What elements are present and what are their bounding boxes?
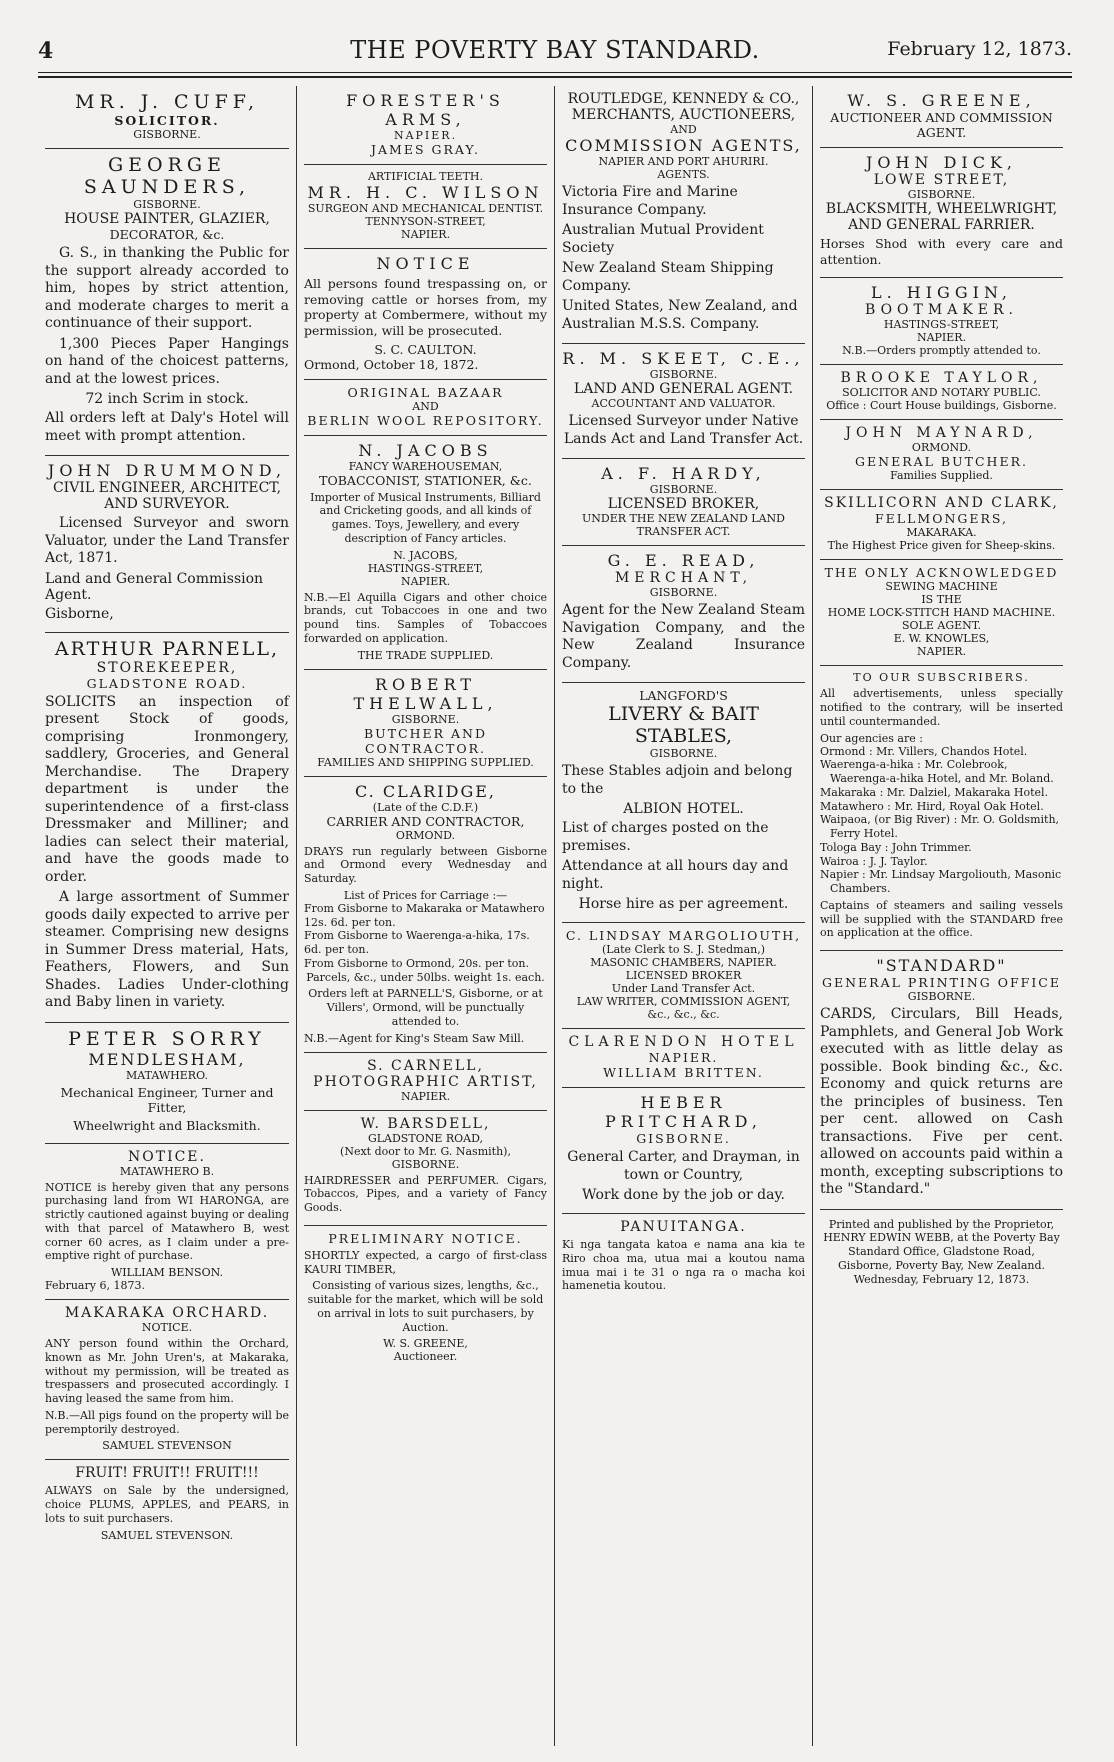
ad-price-2: From Gisborne to Waerenga-a-hika, 17s. 6d. per ton. — [304, 929, 530, 956]
ad-body: These Stables adjoin and belong to the — [562, 763, 793, 797]
ad-title: PRELIMINARY NOTICE. — [328, 1230, 523, 1246]
ad-address: LOWE STREET, — [873, 172, 1010, 188]
ad-role: Auctioneer. — [393, 1350, 458, 1364]
ad-role-2: TOBACCONIST, STATIONER, &c. — [319, 472, 532, 488]
columns — [38, 86, 1072, 1746]
ad-title: JOHN DICK, — [866, 153, 1017, 172]
ad-title: ROUTLEDGE, KENNEDY & CO., — [567, 91, 800, 107]
ad-title: "STANDARD" — [876, 956, 1007, 975]
ad-title: BROOKE TAYLOR, — [840, 370, 1043, 387]
ad-list-title: List of Prices for Carriage :— — [343, 888, 508, 902]
ad-title: L. HIGGIN, — [870, 283, 1012, 303]
ad-title: C. CLARIDGE, — [354, 781, 496, 801]
ad-higgin — [820, 278, 1063, 365]
ad-title-2: MENDLESHAM, — [88, 1049, 246, 1069]
ad-body: Mechanical Engineer, Turner and Fitter, — [60, 1084, 274, 1115]
ad-subtitle: Families Supplied. — [890, 469, 993, 483]
ad-jacobs — [304, 436, 547, 670]
ad-place: GISBORNE. — [649, 368, 718, 381]
ad-place: GISBORNE. — [636, 1131, 731, 1146]
ad-place: GISBORNE. — [391, 1157, 460, 1171]
agency-item: Tologa Bay : John Trimmer. — [820, 840, 972, 854]
ad-panuitanga — [562, 1214, 805, 1303]
ad-price-4: Parcels, &c., under 50lbs. weight 1s. each. — [306, 970, 545, 984]
ad-role: SURGEON AND MECHANICAL DENTIST. — [307, 202, 544, 215]
masthead — [38, 34, 1072, 70]
imprint — [820, 1210, 1063, 1297]
ad-body: Ki nga tangata katoa e nama ana kia te Riro choa ma, utua mai a koutou nama imua mai i te 31 o nga ra o macha koi hamenetia koutou. — [562, 1238, 805, 1293]
ad-role: SOLICITOR AND NOTARY PUBLIC. — [842, 386, 1041, 400]
ad-body-2: List of charges posted on the premises. — [562, 820, 769, 854]
ad-place: NAPIER. — [916, 645, 967, 659]
ad-place: NAPIER. — [648, 1050, 719, 1065]
imprint-text: Printed and published by the Proprietor, HENRY EDWIN WEBB, at the Poverty Bay Standard Office, Gladstone Road, Gisborne, Poverty Bay, New Zealand. Wednesday, February 12, 1873. — [823, 1217, 1060, 1286]
ad-address: MASONIC CHAMBERS, NAPIER. — [590, 956, 777, 969]
ad-office: Office : Court House buildings, Gisborne. — [826, 399, 1057, 413]
ad-heading: ARTIFICIAL TEETH. — [367, 170, 484, 183]
ad-title: MAKARAKA ORCHARD. — [64, 1305, 270, 1321]
ad-cuff — [45, 86, 289, 149]
ad-scrim: 72 inch Scrim in stock. — [85, 391, 249, 407]
ad-place: GISBORNE. — [907, 990, 976, 1003]
issue-date: February 12, 1873. — [887, 38, 1072, 60]
ad-title: C. LINDSAY MARGOLIOUTH, — [565, 928, 802, 943]
ad-title: LANGFORD'S — [639, 688, 728, 703]
ad-fruit — [45, 1460, 289, 1548]
agency-list — [820, 745, 1063, 896]
ad-role: GENERAL BUTCHER. — [855, 454, 1028, 470]
ad-title: NOTICE — [376, 254, 475, 273]
ad-routledge — [562, 86, 805, 344]
agency-item: Napier : Mr. Lindsay Margoliouth, Masonic Chambers. — [820, 868, 1062, 895]
ad-sewing-machine — [820, 560, 1063, 666]
ad-trade: HOUSE PAINTER, GLAZIER, — [64, 211, 270, 227]
agency-item: Waipaoa, (or Big River) : Mr. O. Goldsmith, Ferry Hotel. — [820, 813, 1060, 840]
ad-title: N. JACOBS — [358, 440, 493, 460]
ad-date: Ormond, October 18, 1872. — [304, 356, 479, 372]
ad-role: CARRIER AND CONTRACTOR, — [326, 813, 525, 829]
ad-thelwall — [304, 670, 547, 777]
ad-body: CARDS, Circulars, Bill Heads, Pamphlets, and General Job Work executed with as little delay as possible. Book binding &c., &c. Economy and quick returns are the principles of business. Ten per cent. allowed on Cash transactions. Five per cent. allowed on accounts paid within a month, excepting subscriptions to the "Standard." — [820, 1006, 1063, 1197]
ad-date: February 6, 1873. — [45, 1279, 145, 1292]
ad-pritchard — [562, 1088, 805, 1214]
ad-langford — [562, 683, 805, 923]
ad-role: CIVIL ENGINEER, ARCHITECT, — [52, 480, 282, 496]
ad-subscribers — [820, 666, 1063, 951]
ad-bazaar — [304, 380, 547, 436]
ad-body: HAIRDRESSER and PERFUMER. Cigars, Tobaccos, Pipes, and a variety of Fancy Goods. — [304, 1173, 547, 1214]
ad-place: GISBORNE. — [649, 747, 718, 760]
ad-body: Agent for the New Zealand Steam Navigation Company, and the New Zealand Insurance Company. — [562, 602, 805, 671]
ad-address: TENNYSON-STREET, — [365, 215, 486, 228]
ad-agencies-label: Our agencies are : — [820, 731, 923, 745]
ad-title: W. S. GREENE, — [847, 91, 1036, 110]
ad-orders: Orders left at PARNELL'S, Gisborne, or at Villers', Ormond, will be punctually attended to. — [308, 987, 543, 1028]
ad-body: General Carter, and Drayman, in town or Country, — [567, 1149, 800, 1183]
ad-role: BOOTMAKER. — [865, 302, 1018, 319]
ad-agents-label: AGENTS. — [657, 168, 710, 181]
ad-signature: WILLIAM BENSON. — [110, 1266, 224, 1279]
newspaper-title: THE POVERTY BAY STANDARD. — [350, 36, 760, 64]
ad-agency-3: New Zealand Steam Shipping Company. — [562, 260, 774, 294]
ad-agency-4: United States, New Zealand, and Australian M.S.S. Company. — [562, 298, 798, 332]
ad-signature: S. C. CAULTON. — [374, 341, 477, 357]
ad-skillicorn — [820, 490, 1063, 560]
ad-clarendon — [562, 1029, 805, 1088]
ad-margoliouth — [562, 923, 805, 1029]
ad-notice-matawhero — [45, 1144, 289, 1301]
ad-title-4: HOME LOCK-STITCH HAND MACHINE. — [827, 606, 1056, 620]
ad-place: MAKARAKA. — [906, 526, 977, 540]
ad-note: N.B.—El Aquilla Cigars and other choice brands, cut Tobaccoes in one and two pound tins. Samples of Tobaccoes forwarded on application. — [304, 590, 547, 645]
ad-saunders — [45, 149, 289, 456]
ad-note: N.B.—All pigs found on the property will be peremptorily destroyed. — [45, 1408, 289, 1436]
ad-agent: Land and General Commission Agent. — [45, 570, 264, 603]
ad-title: W. BARSDELL, — [360, 1115, 491, 1132]
ad-proprietor: JAMES GRAY. — [370, 142, 481, 157]
ad-body: Licensed Surveyor and sworn Valuator, under the Land Transfer Act, 1871. — [45, 515, 289, 566]
ad-title: MR. H. C. WILSON — [307, 183, 544, 202]
ad-drummond — [45, 456, 289, 633]
ad-late: (Late Clerk to S. J. Stedman,) — [601, 943, 766, 956]
ad-signature: W. S. GREENE, — [383, 1337, 468, 1351]
ad-role: LAND AND GENERAL AGENT. — [573, 381, 794, 397]
ad-dick — [820, 148, 1063, 278]
ad-body: All advertisements, unless specially notified to the contrary, will be inserted until countermanded. — [820, 687, 1063, 728]
ad-role-2: AND GENERAL FARRIER. — [848, 217, 1035, 233]
ad-hotel: ALBION HOTEL. — [623, 801, 744, 817]
ad-body: The Highest Price given for Sheep-skins. — [827, 539, 1056, 553]
ad-read — [562, 546, 805, 683]
agency-item: Ormond : Mr. Villers, Chandos Hotel. — [820, 744, 1028, 758]
ad-and: AND — [412, 399, 439, 413]
ad-place: ORMOND. — [395, 828, 456, 842]
ad-body: NOTICE is hereby given that any persons purchasing land from WI HARONGA, are strictly cautioned against buying or dealing with that parcel of Matawhero B, west corner 60 acres, as I claim under a pre-emptive right of purchase. — [45, 1180, 289, 1263]
ad-sorry — [45, 1023, 289, 1144]
ad-proprietor: WILLIAM BRITTEN. — [603, 1065, 764, 1080]
ad-agency-1: Victoria Fire and Marine Insurance Company. — [562, 184, 738, 218]
ad-body-3: Attendance at all hours day and night. — [562, 858, 789, 892]
masthead-rule — [38, 72, 1072, 78]
ad-trade-2: DECORATOR, &c. — [109, 227, 225, 242]
ad-body-2: Wheelwright and Blacksmith. — [73, 1117, 261, 1133]
ad-subtitle-2: LAW WRITER, COMMISSION AGENT, — [576, 995, 791, 1008]
ad-body-2: Consisting of various sizes, lengths, &c., suitable for the market, which will be sold on arrival in lots to suit purchasers, by Auction. — [307, 1279, 544, 1334]
ad-role: GENERAL PRINTING OFFICE — [822, 975, 1061, 990]
ad-signature: SAMUEL STEVENSON — [102, 1439, 232, 1453]
ad-place: NAPIER. — [916, 331, 967, 345]
ad-body: All persons found trespassing on, or removing cattle or horses from, my property at Combermere, without my permission, will be prosecuted. — [304, 276, 547, 338]
ad-skeet — [562, 344, 805, 459]
ad-agent-label: SOLE AGENT. — [902, 619, 981, 633]
ad-title: TO OUR SUBSCRIBERS. — [853, 671, 1030, 685]
column-4 — [812, 86, 1070, 1746]
ad-title: PANUITANGA. — [620, 1219, 747, 1235]
ad-subtitle: Under Land Transfer Act. — [611, 982, 756, 995]
ad-note: N.B.—Orders promptly attended to. — [842, 344, 1041, 358]
agency-item: Waerenga-a-hika : Mr. Colebrook, Waerenga-a-hika Hotel, and Mr. Boland. — [820, 758, 1054, 785]
agency-item: Makaraka : Mr. Dalziel, Makaraka Hotel. — [820, 785, 1049, 799]
column-2 — [296, 86, 554, 1746]
ad-role: MERCHANTS, AUCTIONEERS, — [571, 107, 796, 123]
ad-caulton — [304, 249, 547, 380]
ad-title: ROBERT THELWALL, — [353, 674, 498, 713]
ad-subtitle: UNDER THE NEW ZEALAND LAND TRANSFER ACT. — [582, 512, 785, 538]
ad-body: G. S., in thanking the Public for the support already accorded to him, hopes by strict attention, and moderate charges to merit a continuance of their support. — [45, 245, 289, 331]
agency-item: Wairoa : J. J. Taylor. — [820, 854, 928, 868]
ad-place: NAPIER. — [400, 574, 451, 588]
ad-title: A. F. HARDY, — [601, 464, 766, 483]
ad-body-4: Horse hire as per agreement. — [578, 896, 789, 912]
ad-orders: All orders left at Daly's Hotel will meet with prompt attention. — [45, 410, 289, 444]
ad-title: CLARENDON HOTEL — [568, 1034, 799, 1050]
ad-and: AND — [670, 123, 697, 136]
ad-role: PHOTOGRAPHIC ARTIST, — [313, 1073, 538, 1090]
ad-title: JOHN MAYNARD, — [845, 425, 1038, 442]
ad-hardy — [562, 459, 805, 546]
ad-title: ORIGINAL BAZAAR — [347, 384, 504, 400]
ad-claridge — [304, 777, 547, 1053]
ad-title-2: SEWING MACHINE — [885, 580, 998, 594]
ad-body: ALWAYS on Sale by the undersigned, choice PLUMS, APPLES, and PEARS, in lots to suit purchasers. — [45, 1484, 289, 1525]
column-1 — [38, 86, 296, 1746]
ad-greene — [820, 86, 1063, 148]
ad-note: N.B.—Agent for King's Steam Saw Mill. — [304, 1031, 525, 1045]
ad-agency-2: Australian Mutual Provident Society — [562, 222, 764, 256]
ad-signature: N. JACOBS, — [393, 548, 458, 562]
ad-price-1: From Gisborne to Makaraka or Matawhero 12s. 6d. per ton. — [304, 901, 545, 929]
ad-body: Horses Shod with every care and attention. — [820, 236, 1063, 267]
ad-title: NOTICE. — [128, 1148, 206, 1165]
ad-carnell — [304, 1053, 547, 1111]
ad-place: GISBORNE. — [649, 483, 718, 496]
ad-role: LICENSED BROKER, — [607, 496, 760, 512]
ad-role: MERCHANT, — [614, 570, 753, 586]
ad-title: JOHN DRUMMOND, — [47, 461, 287, 480]
ad-title: GEORGE SAUNDERS, — [83, 154, 251, 198]
column-3 — [554, 86, 812, 1746]
ad-title: R. M. SKEET, C.E., — [562, 349, 805, 368]
ad-role: FELLMONGERS, — [875, 511, 1008, 527]
ad-role-2: COMMISSION AGENTS, — [565, 136, 802, 155]
ad-role: SOLICITOR. — [114, 113, 220, 128]
ad-place: GISBORNE. — [133, 198, 201, 211]
ad-title: G. E. READ, — [607, 551, 760, 570]
ad-body: SHORTLY expected, a cargo of first-class KAURI TIMBER, — [304, 1248, 547, 1276]
ad-place: GISBORNE. — [133, 128, 201, 141]
ad-title: S. CARNELL, — [367, 1057, 484, 1074]
ad-title-2: LIVERY & BAIT STABLES, — [608, 703, 759, 747]
ad-subtitle: NOTICE. — [141, 1321, 193, 1334]
ad-etc: &c., &c., &c. — [647, 1008, 720, 1021]
ad-foresters-arms — [304, 86, 547, 165]
ad-makaraka-orchard — [45, 1300, 289, 1460]
ad-role: AUCTIONEER AND COMMISSION — [830, 110, 1053, 125]
ad-signature: SAMUEL STEVENSON. — [100, 1528, 234, 1542]
ad-body: SOLICITS an inspection of present Stock of goods, comprising Ironmongery, saddlery, Groceries, and General Merchandise. The Drapery department is under the superintendence of a first-class Dressmaker and Milliner; and ladies can select their material, and have the goods made to order. — [45, 693, 289, 885]
ad-wilson — [304, 165, 547, 249]
ad-role-2: AND SURVEYOR. — [104, 496, 230, 512]
ad-title-3: IS THE — [921, 593, 962, 607]
ad-body: DRAYS run regularly between Gisborne and Ormond every Wednesday and Saturday. — [304, 844, 547, 885]
ad-price-3: From Gisborne to Ormond, 20s. per ton. — [304, 956, 529, 970]
ad-title: ARTHUR PARNELL, — [54, 637, 280, 660]
ad-late: (Late of the C.D.F.) — [372, 800, 479, 814]
ad-printing-office — [820, 951, 1063, 1210]
ad-title: THE ONLY ACKNOWLEDGED — [824, 565, 1059, 581]
ad-body: ANY person found within the Orchard, known as Mr. John Uren's, at Makaraka, without my permission, will be treated as trespassers and prosecuted accordingly. I having leased the same from him. — [45, 1337, 289, 1405]
ad-address: GLADSTONE ROAD. — [86, 675, 248, 691]
ad-title: HEBER PRITCHARD, — [605, 1093, 762, 1131]
ad-stock: 1,300 Pieces Paper Hangings on hand of the choicest patterns, and at the lowest prices. — [45, 335, 289, 387]
ad-barsdell — [304, 1111, 547, 1226]
ad-place: GISBORNE. — [649, 586, 718, 599]
ad-address-2: (Next door to Mr. G. Nasmith), — [340, 1144, 511, 1158]
ad-place: NAPIER. — [400, 1089, 451, 1103]
ad-place: Gisborne, — [45, 605, 114, 622]
ad-title: SKILLICORN AND CLARK, — [824, 495, 1059, 512]
ad-place: NAPIER. — [400, 228, 451, 241]
ad-role: STOREKEEPER, — [96, 659, 238, 676]
ad-maynard — [820, 420, 1063, 490]
ad-title: FRUIT! FRUIT!! FRUIT!!! — [75, 1465, 259, 1482]
ad-place: GISBORNE. — [907, 188, 976, 201]
ad-body-2: A large assortment of Summer goods daily expected to arrive per steamer. Comprising new designs in Summer Dress material, Hats, Feathers, Flowers, and Sun Shades. Ladies Under-clothing and Baby linen in variety. — [45, 889, 289, 1010]
ad-title-2: BERLIN WOOL REPOSITORY. — [307, 412, 544, 428]
agency-item: Matawhero : Mr. Hird, Royal Oak Hotel. — [820, 799, 1044, 813]
ad-trade: THE TRADE SUPPLIED. — [357, 648, 494, 662]
ad-address: HASTINGS-STREET, — [367, 561, 484, 575]
ad-place: NAPIER. — [393, 129, 458, 142]
ad-role: BUTCHER AND CONTRACTOR. — [363, 725, 488, 756]
ad-place: GISBORNE. — [391, 712, 460, 726]
ad-title: MR. J. CUFF, — [74, 91, 260, 113]
ad-agent-name: E. W. KNOWLES, — [893, 632, 990, 646]
ad-preliminary-notice — [304, 1226, 547, 1371]
ad-address: GLADSTONE ROAD, — [367, 1131, 484, 1145]
ad-subtitle: MATAWHERO B. — [119, 1164, 215, 1178]
ad-role: FANCY WAREHOUSEMAN, — [348, 459, 503, 473]
ad-body: Licensed Surveyor under Native Lands Act and Land Transfer Act. — [563, 413, 804, 447]
ad-role-2: AGENT. — [916, 125, 967, 140]
ad-role: BLACKSMITH, WHEELWRIGHT, — [825, 201, 1058, 217]
ad-title: PETER SORRY — [68, 1027, 266, 1050]
ad-role-2: ACCOUNTANT AND VALUATOR. — [591, 397, 776, 410]
ad-place: MATAWHERO. — [126, 1068, 208, 1082]
page-number: 4 — [38, 38, 54, 64]
ad-parnell — [45, 633, 289, 1023]
ad-place: ORMOND. — [911, 441, 972, 455]
ad-address: HASTINGS-STREET, — [883, 318, 1000, 332]
ad-body: Importer of Musical Instruments, Billiard and Cricketing goods, and all kinds of games. Toys, Jewellery, and every description of Fancy articles. — [310, 490, 541, 545]
ad-body-2: Work done by the job or day. — [582, 1187, 785, 1203]
ad-captains: Captains of steamers and sailing vessels will be supplied with the STANDARD free on application at the office. — [820, 898, 1063, 940]
ad-role: LICENSED BROKER — [625, 969, 742, 982]
ad-title: FORESTER'S ARMS, — [346, 91, 505, 129]
ad-place: NAPIER AND PORT AHURIRI. — [598, 155, 769, 168]
ad-taylor — [820, 365, 1063, 420]
ad-subtitle: FAMILIES AND SHIPPING SUPPLIED. — [317, 755, 534, 769]
